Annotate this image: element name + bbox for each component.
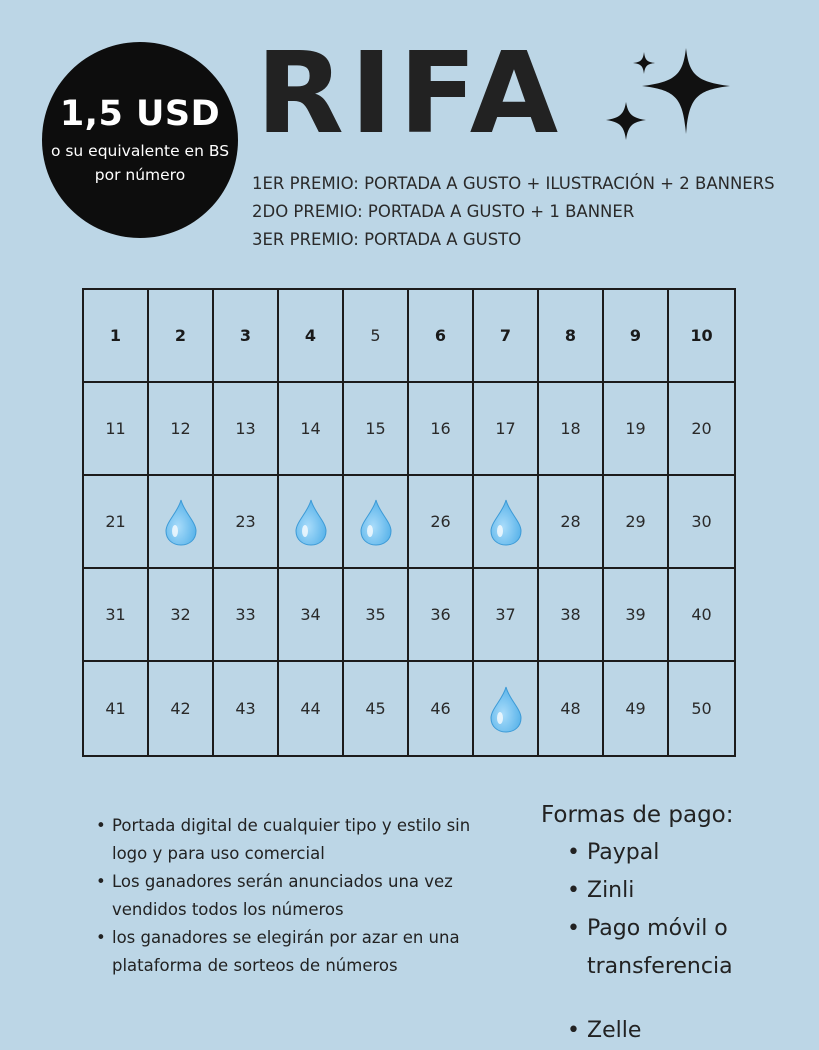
raffle-notes <box>96 812 486 980</box>
number-cell-15: 15 <box>344 383 409 476</box>
number-cell-23: 23 <box>214 476 279 569</box>
water-drop-icon <box>164 498 198 546</box>
price-equivalent: o su equivalente en BS <box>50 142 230 160</box>
number-cell-24 <box>279 476 344 569</box>
number-cell-12: 12 <box>149 383 214 476</box>
number-cell-22 <box>149 476 214 569</box>
number-cell-41: 41 <box>84 662 149 755</box>
payment-method-zinli: • Zinli <box>567 872 747 910</box>
water-drop-icon <box>294 498 328 546</box>
payment-methods <box>541 796 747 1043</box>
prize-second: 2DO PREMIO: PORTADA A GUSTO + 1 BANNER <box>252 202 635 221</box>
number-cell-9: 9 <box>604 290 669 383</box>
number-cell-8: 8 <box>539 290 604 383</box>
payment-title: Formas de pago: <box>541 802 734 828</box>
note-item: • Los ganadores serán anunciados una vez vendidos todos los números <box>96 868 486 924</box>
number-cell-1: 1 <box>84 290 149 383</box>
number-cell-40: 40 <box>669 569 734 662</box>
number-cell-37: 37 <box>474 569 539 662</box>
number-cell-27 <box>474 476 539 569</box>
number-cell-19: 19 <box>604 383 669 476</box>
number-cell-2: 2 <box>149 290 214 383</box>
number-cell-21: 21 <box>84 476 149 569</box>
number-cell-35: 35 <box>344 569 409 662</box>
number-cell-31: 31 <box>84 569 149 662</box>
number-cell-29: 29 <box>604 476 669 569</box>
number-cell-6: 6 <box>409 290 474 383</box>
water-drop-icon <box>359 498 393 546</box>
number-cell-49: 49 <box>604 662 669 755</box>
raffle-number-grid <box>82 288 736 757</box>
prizes-list <box>252 170 775 254</box>
number-cell-3: 3 <box>214 290 279 383</box>
price-badge <box>42 42 238 238</box>
number-cell-50: 50 <box>691 699 712 718</box>
number-cell-36: 36 <box>409 569 474 662</box>
number-cell-33: 33 <box>214 569 279 662</box>
number-cell-10: 10 <box>669 290 734 383</box>
note-item: • Portada digital de cualquier tipo y estilo sin logo y para uso comercial <box>96 812 486 868</box>
number-cell-11: 11 <box>84 383 149 476</box>
note-item: • los ganadores se elegirán por azar en una plataforma de sorteos de números <box>96 924 486 980</box>
number-cell-16: 16 <box>409 383 474 476</box>
number-cell-48: 48 <box>539 662 604 755</box>
number-cell-26: 26 <box>409 476 474 569</box>
number-cell-39: 39 <box>604 569 669 662</box>
number-cell-30: 30 <box>669 476 734 569</box>
number-cell-44: 44 <box>279 662 344 755</box>
payment-method-pago-movil: • Pago móvil o transferencia <box>567 910 747 986</box>
payment-method-paypal: • Paypal <box>567 834 747 872</box>
water-drop-icon <box>489 498 523 546</box>
number-cell-14: 14 <box>279 383 344 476</box>
prize-first: 1ER PREMIO: PORTADA A GUSTO + ILUSTRACIÓN + 2 BANNERS <box>252 174 775 193</box>
payment-method-cut-off: • Zelle <box>567 1012 747 1028</box>
number-cell-38: 38 <box>539 569 604 662</box>
number-cell-34: 34 <box>279 569 344 662</box>
number-cell-5: 5 <box>344 290 409 383</box>
prize-third: 3ER PREMIO: PORTADA A GUSTO <box>252 230 522 249</box>
number-cell-45: 45 <box>344 662 409 755</box>
number-cell-18: 18 <box>539 383 604 476</box>
number-cell-46: 46 <box>409 662 474 755</box>
number-cell-17: 17 <box>474 383 539 476</box>
sparkles-icon <box>600 44 740 154</box>
number-cell-42: 42 <box>149 662 214 755</box>
number-cell-32: 32 <box>149 569 214 662</box>
water-drop-icon <box>489 685 523 733</box>
number-cell-7: 7 <box>474 290 539 383</box>
raffle-title: RIFA <box>256 29 565 159</box>
number-cell-4: 4 <box>279 290 344 383</box>
number-cell-47 <box>474 662 539 755</box>
number-cell-43: 43 <box>214 662 279 755</box>
number-cell-20: 20 <box>669 383 734 476</box>
price-amount: 1,5 USD <box>59 94 221 134</box>
number-cell-25 <box>344 476 409 569</box>
number-cell-13: 13 <box>214 383 279 476</box>
number-cell-28: 28 <box>539 476 604 569</box>
price-per-number: por número <box>94 166 186 184</box>
